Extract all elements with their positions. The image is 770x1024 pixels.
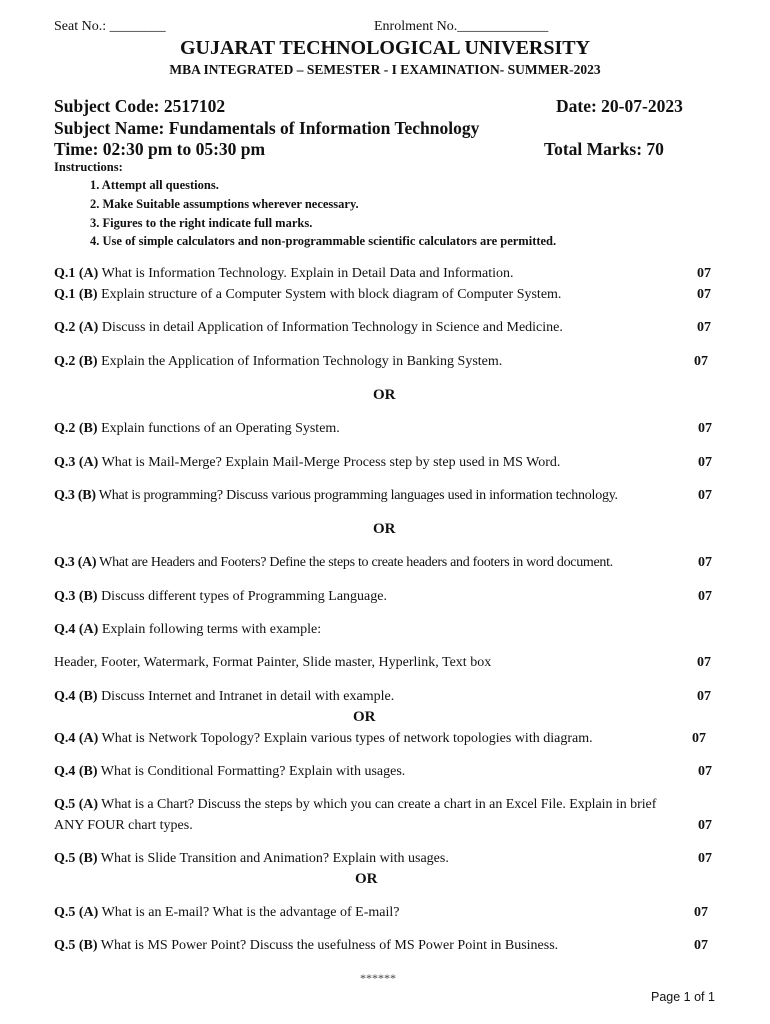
marks: 07 <box>698 818 712 833</box>
instruction-item: 2. Make Suitable assumptions wherever necessary. <box>90 197 359 211</box>
marks: 07 <box>698 764 712 779</box>
instruction-item: 4. Use of simple calculators and non-programmable scientific calculators are permitted. <box>90 234 557 248</box>
question-q4b: Q.4 (B) Discuss Internet and Intranet in detail with example. <box>54 689 395 704</box>
marks: 07 <box>694 938 708 953</box>
marks: 07 <box>698 421 712 436</box>
question-q5a: Q.5 (A) What is a Chart? Discuss the steps by which you can create a chart in an Excel File. Explain in brief <box>54 797 657 812</box>
marks: 07 <box>697 655 711 670</box>
exam-time: Time: 02:30 pm to 05:30 pm <box>54 139 266 159</box>
question-q3b-alt: Q.3 (B) Discuss different types of Programming Language. <box>54 589 387 604</box>
instruction-item: 3. Figures to the right indicate full marks. <box>90 216 313 230</box>
marks: 07 <box>698 589 712 604</box>
question-q5b: Q.5 (B) What is Slide Transition and Animation? Explain with usages. <box>54 851 449 866</box>
question-q1a: Q.1 (A) What is Information Technology. Explain in Detail Data and Information. <box>54 266 514 281</box>
total-marks: Total Marks: 70 <box>544 139 664 159</box>
university-title: GUJARAT TECHNOLOGICAL UNIVERSITY <box>179 37 591 59</box>
enrolment-number-field: Enrolment No._____________ <box>374 19 549 34</box>
question-q2b-alt: Q.2 (B) Explain functions of an Operating System. <box>54 421 340 436</box>
question-q4a-alt: Q.4 (A) What is Network Topology? Explain various types of network topologies with diagram. <box>54 731 593 746</box>
marks: 07 <box>698 455 712 470</box>
marks: 07 <box>697 266 711 281</box>
question-q2a: Q.2 (A) Discuss in detail Application of Information Technology in Science and Medicine. <box>54 320 563 335</box>
marks: 07 <box>698 851 712 866</box>
subject-code: Subject Code: 2517102 <box>54 96 226 116</box>
question-q2b: Q.2 (B) Explain the Application of Information Technology in Banking System. <box>54 354 503 369</box>
exam-date: Date: 20-07-2023 <box>556 96 683 116</box>
seat-number-field: Seat No.: ________ <box>54 19 166 34</box>
marks: 07 <box>698 555 712 570</box>
question-q1b: Q.1 (B) Explain structure of a Computer System with block diagram of Computer System. <box>54 287 562 302</box>
marks: 07 <box>692 731 706 746</box>
exam-title: MBA INTEGRATED – SEMESTER - I EXAMINATION- SUMMER-2023 <box>169 62 601 77</box>
question-q5b-alt: Q.5 (B) What is MS Power Point? Discuss the usefulness of MS Power Point in Business. <box>54 938 559 953</box>
marks: 07 <box>697 287 711 302</box>
question-q3a-alt: Q.3 (A) What are Headers and Footers? Define the steps to create headers and footers in word document. <box>54 555 613 570</box>
question-q5a-alt: Q.5 (A) What is an E-mail? What is the advantage of E-mail? <box>54 905 400 920</box>
question-q3a: Q.3 (A) What is Mail-Merge? Explain Mail-Merge Process step by step used in MS Word. <box>54 455 561 470</box>
instruction-item: 1. Attempt all questions. <box>90 178 219 192</box>
question-q3b: Q.3 (B) What is programming? Discuss various programming languages used in information technology. <box>54 488 618 503</box>
marks: 07 <box>698 488 712 503</box>
question-q4a: Q.4 (A) Explain following terms with example: <box>54 622 322 637</box>
instructions-title: Instructions: <box>54 160 123 174</box>
end-of-paper-mark: ****** <box>360 971 396 985</box>
marks: 07 <box>697 689 711 704</box>
marks: 07 <box>694 905 708 920</box>
question-q5a-continued: ANY FOUR chart types. <box>54 818 193 833</box>
or-divider: OR <box>353 709 376 725</box>
or-divider: OR <box>373 387 396 403</box>
question-q4b-alt: Q.4 (B) What is Conditional Formatting? Explain with usages. <box>54 764 406 779</box>
page-number: Page 1 of 1 <box>651 990 715 1004</box>
marks: 07 <box>694 354 708 369</box>
or-divider: OR <box>355 871 378 887</box>
question-q4a-terms: Header, Footer, Watermark, Format Painter, Slide master, Hyperlink, Text box <box>54 655 492 670</box>
marks: 07 <box>697 320 711 335</box>
subject-name: Subject Name: Fundamentals of Information Technology <box>54 118 480 138</box>
or-divider: OR <box>373 521 396 537</box>
